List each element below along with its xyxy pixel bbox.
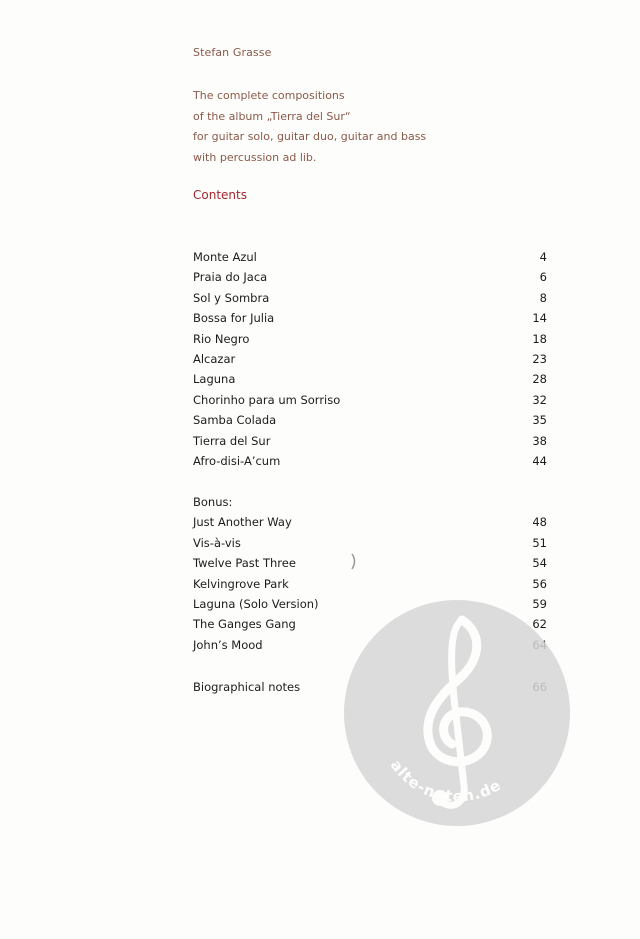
toc-entry — [193, 352, 547, 372]
toc-page-number: 32 — [532, 392, 547, 407]
toc-title: Kelvingrove Park — [193, 576, 289, 591]
toc-entry — [193, 332, 547, 352]
subtitle-line: The complete compositions — [193, 89, 345, 102]
album-description — [193, 86, 426, 168]
toc-entry — [193, 556, 547, 576]
bonus-label: Bonus: — [193, 495, 233, 509]
stray-mark — [349, 552, 359, 576]
toc-title: Biographical notes — [193, 680, 301, 694]
toc-title: Twelve Past Three — [193, 556, 296, 571]
toc-page-number: 44 — [532, 453, 547, 468]
toc-page-number: 51 — [532, 535, 547, 550]
toc-entry — [193, 393, 547, 413]
toc-entry — [193, 413, 547, 433]
toc-page-number: 6 — [539, 270, 547, 285]
subtitle-line: of the album „Tierra del Sur“ — [193, 109, 351, 123]
toc-entry — [193, 372, 547, 392]
toc-page-number: 35 — [532, 413, 547, 428]
toc-title: Afro-disi-A’cum — [193, 453, 281, 468]
toc-page-number: 18 — [532, 331, 547, 346]
toc-page-number: 23 — [532, 351, 547, 366]
toc-title: John’s Mood — [193, 637, 263, 652]
toc-title: Rio Negro — [193, 331, 250, 346]
watermark-logo — [342, 598, 572, 828]
toc-title: Vis-à-vis — [193, 535, 241, 550]
toc-title: Samba Colada — [193, 413, 277, 428]
toc-main-list — [193, 250, 547, 474]
toc-page-number: 28 — [532, 372, 547, 387]
toc-page-number: 48 — [532, 515, 547, 530]
toc-title: Laguna — [193, 372, 236, 387]
toc-entry — [193, 434, 547, 454]
toc-page-number: 62 — [532, 617, 547, 632]
toc-entry — [193, 250, 547, 270]
toc-title: Just Another Way — [193, 515, 292, 530]
toc-page-number: 56 — [532, 576, 547, 591]
toc-title: Bossa for Julia — [193, 311, 275, 326]
toc-entry — [193, 311, 547, 331]
subtitle-line: with percussion ad lib. — [193, 150, 317, 164]
toc-entry — [193, 270, 547, 290]
toc-title: Tierra del Sur — [193, 433, 271, 448]
toc-title: Sol y Sombra — [193, 290, 270, 305]
toc-page-number: 14 — [532, 311, 547, 326]
contents-heading: Contents — [193, 188, 247, 202]
toc-title: Monte Azul — [193, 250, 257, 264]
toc-page-number: 38 — [532, 433, 547, 448]
toc-entry — [193, 454, 547, 474]
toc-title: The Ganges Gang — [193, 617, 296, 632]
toc-title: Alcazar — [193, 351, 236, 366]
toc-page-number: 59 — [532, 596, 547, 611]
toc-title: Praia do Jaca — [193, 270, 268, 285]
toc-title: Laguna (Solo Version) — [193, 596, 319, 611]
toc-title: Chorinho para um Sorriso — [193, 392, 341, 407]
toc-page-number: 54 — [532, 556, 547, 571]
toc-entry — [193, 577, 547, 597]
svg-text:alte-noten.de: alte-noten.de — [386, 756, 505, 806]
toc-entry — [193, 515, 547, 535]
toc-page-number: 4 — [539, 250, 547, 264]
toc-entry — [193, 291, 547, 311]
subtitle-line: for guitar solo, guitar duo, guitar and bass — [193, 130, 427, 143]
author-name: Stefan Grasse — [193, 46, 272, 59]
toc-entry — [193, 536, 547, 556]
toc-page-number: 8 — [539, 290, 547, 305]
